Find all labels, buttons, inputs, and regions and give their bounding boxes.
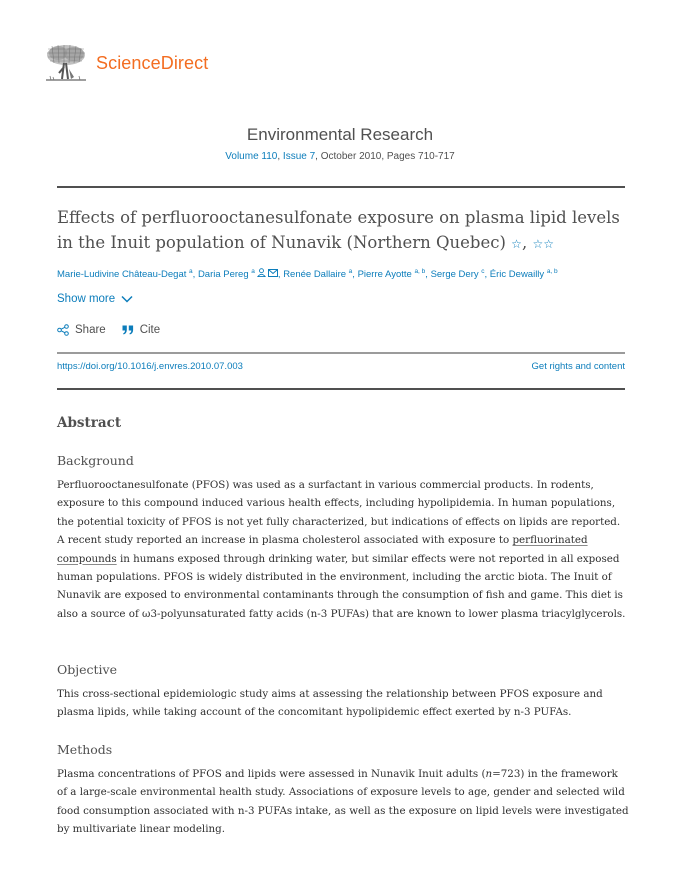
author-separator: , [352, 269, 358, 280]
author-link[interactable] [431, 269, 485, 280]
quote-icon [122, 325, 134, 335]
section-body [57, 765, 629, 839]
doi-link[interactable]: https://doi.org/10.1016/j.envres.2010.07.003 [57, 361, 243, 372]
section-heading: Background [57, 453, 134, 468]
meta-separator: , [277, 151, 283, 162]
author-link[interactable] [57, 269, 193, 280]
author-separator: , [484, 269, 490, 280]
affiliation-marker: c [481, 267, 485, 275]
section-heading: Objective [57, 662, 118, 677]
share-label: Share [75, 324, 106, 336]
body-text: =723) in the framework of a large-scale environmental health study. Associations of exposure levels to age, gender and selected wild food consumption associated with n-3 PUFAs intake, as well as the exposure on lipid levels were investigated by multivariate linear modeling. [57, 768, 629, 836]
footnote-double-star-icon[interactable]: ☆☆ [532, 237, 554, 251]
author-separator: , [192, 269, 198, 280]
brand-name: ScienceDirect [96, 52, 209, 73]
share-button[interactable] [57, 324, 106, 336]
section-body [57, 476, 629, 623]
sample-size-symbol: n [485, 768, 493, 780]
body-text: Plasma concentrations of PFOS and lipids were assessed in Nunavik Inuit adults ( [57, 768, 486, 780]
cite-label: Cite [139, 324, 161, 336]
author-name: Pierre Ayotte [357, 269, 412, 280]
divider-top [57, 186, 625, 188]
abstract-section-objective [57, 662, 629, 722]
author-name: Renée Dallaire [283, 269, 347, 280]
section-heading: Methods [57, 742, 113, 757]
get-rights-link[interactable]: Get rights and content [531, 361, 625, 372]
author-separator: , [277, 269, 284, 280]
affiliation-marker: a [189, 267, 193, 275]
affiliation-marker: a [251, 267, 255, 275]
show-more-button[interactable] [57, 293, 133, 305]
divider-middle [57, 352, 625, 354]
abstract-section-methods [57, 742, 629, 839]
footnote-separator: , [521, 233, 533, 252]
abstract-section-background [57, 453, 629, 623]
author-name: Daria Pereg [197, 269, 249, 280]
envelope-icon [268, 270, 278, 279]
doi-row [57, 361, 625, 372]
divider-bottom [57, 388, 625, 390]
journal-meta [0, 151, 680, 162]
cite-button[interactable] [122, 324, 160, 336]
abstract-heading: Abstract [57, 415, 122, 431]
share-icon [57, 324, 69, 336]
author-name: Éric Dewailly [489, 269, 545, 280]
author-separator: , [425, 269, 431, 280]
date-pages: , October 2010, Pages 710-717 [315, 151, 455, 162]
author-link[interactable] [283, 269, 352, 280]
article-title-text: Effects of perfluorooctanesulfonate exposure on plasma lipid levels in the Inuit population of Nunavik (Northern Quebec) [57, 208, 620, 252]
show-more-label: Show more [57, 293, 116, 305]
affiliation-marker: a [348, 267, 353, 275]
chevron-down-icon [121, 295, 133, 303]
journal-title[interactable]: Environmental Research [246, 125, 434, 144]
elsevier-tree-icon [44, 43, 88, 83]
author-list [57, 268, 558, 280]
section-body: This cross-sectional epidemiologic study aims at assessing the relationship between PFOS exposure and plasma lipids, while taking account of the concomitant hypolipidemic effect exerted by n-3 PUFAs. [57, 688, 603, 719]
journal-info [0, 125, 680, 162]
footnote-star-icon[interactable]: ☆ [511, 237, 522, 251]
topic-link[interactable]: perfluorinated compounds [57, 534, 588, 565]
author-name: Marie-Ludivine Château-Degat [57, 269, 187, 280]
author-name: Serge Dery [430, 269, 479, 280]
article-title [57, 205, 637, 257]
affiliation-marker: a, b [546, 267, 558, 275]
author-link[interactable] [198, 269, 278, 280]
volume-link[interactable]: Volume 110 [225, 151, 278, 162]
author-link[interactable] [358, 269, 426, 280]
person-icon [257, 270, 266, 279]
body-text: Perfluorooctanesulfonate (PFOS) was used as a surfactant in various commercial products. In rodents, exposure to this compound induced various health effects, including hypolipidemia. In human populations, the potential toxicity of PFOS is not yet fully characterized, but indications of effects on lipids are reported. A recent study reported an increase in plasma cholesterol associated with exposure to [57, 479, 621, 547]
author-link[interactable] [490, 269, 558, 280]
article-actions [57, 324, 160, 336]
body-text: in humans exposed through drinking water, but similar effects were not reported in all exposed human populations. PFOS is widely distributed in the environment, including the arctic biota. The Inuit of Nunavik are exposed to environmental contaminants through the consumption of fish and game. This diet is also a source of ω3-polyunsaturated fatty acids (n-3 PUFAs) that are known to lower plasma triacylglycerols. [57, 552, 626, 620]
issue-link[interactable]: Issue 7 [282, 151, 316, 162]
sciencedirect-logo[interactable] [44, 43, 208, 83]
affiliation-marker: a, b [414, 267, 426, 275]
